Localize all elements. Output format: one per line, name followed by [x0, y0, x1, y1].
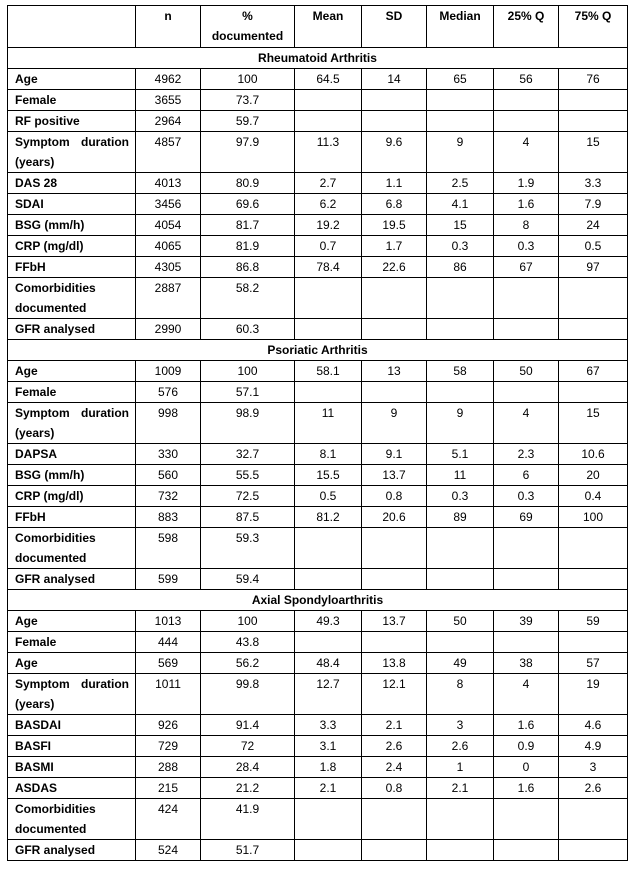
q75-cell — [559, 840, 628, 861]
table-row — [8, 674, 628, 715]
row-label: GFR analysed — [8, 840, 136, 861]
median-cell: 3 — [427, 715, 494, 736]
q25-cell: 56 — [494, 69, 559, 90]
row-label: Comorbidities documented — [8, 799, 136, 840]
row-label: Comorbidities documented — [8, 278, 136, 319]
q25-cell: 38 — [494, 653, 559, 674]
median-cell: 86 — [427, 257, 494, 278]
header-sd: SD — [362, 6, 427, 48]
table-row — [8, 111, 628, 132]
sd-cell — [362, 319, 427, 340]
q25-cell: 6 — [494, 465, 559, 486]
sd-cell: 2.4 — [362, 757, 427, 778]
row-label: Symptom duration (years) — [8, 674, 136, 715]
mean-cell: 12.7 — [295, 674, 362, 715]
section-title: Rheumatoid Arthritis — [8, 48, 628, 69]
q25-cell — [494, 111, 559, 132]
median-cell — [427, 90, 494, 111]
q75-cell: 67 — [559, 361, 628, 382]
q25-cell — [494, 382, 559, 403]
pct-cell: 80.9 — [201, 173, 295, 194]
n-cell: 576 — [136, 382, 201, 403]
mean-cell: 58.1 — [295, 361, 362, 382]
header-corner — [8, 6, 136, 48]
pct-cell: 72.5 — [201, 486, 295, 507]
pct-cell: 60.3 — [201, 319, 295, 340]
q75-cell: 20 — [559, 465, 628, 486]
row-label: Comorbidities documented — [8, 528, 136, 569]
q25-cell: 1.9 — [494, 173, 559, 194]
table-row — [8, 799, 628, 840]
q25-cell: 67 — [494, 257, 559, 278]
q25-cell: 69 — [494, 507, 559, 528]
mean-cell: 78.4 — [295, 257, 362, 278]
median-cell: 15 — [427, 215, 494, 236]
pct-cell: 59.7 — [201, 111, 295, 132]
row-label: Age — [8, 361, 136, 382]
pct-cell: 91.4 — [201, 715, 295, 736]
n-cell: 729 — [136, 736, 201, 757]
row-label: SDAI — [8, 194, 136, 215]
q25-cell — [494, 569, 559, 590]
pct-cell: 73.7 — [201, 90, 295, 111]
q75-cell — [559, 799, 628, 840]
n-cell: 926 — [136, 715, 201, 736]
table-row — [8, 715, 628, 736]
n-cell: 4013 — [136, 173, 201, 194]
mean-cell — [295, 569, 362, 590]
pct-cell: 58.2 — [201, 278, 295, 319]
sd-cell — [362, 90, 427, 111]
q25-cell — [494, 840, 559, 861]
median-cell: 49 — [427, 653, 494, 674]
n-cell: 4054 — [136, 215, 201, 236]
table-row — [8, 736, 628, 757]
q75-cell: 15 — [559, 132, 628, 173]
pct-cell: 100 — [201, 611, 295, 632]
header-n: n — [136, 6, 201, 48]
n-cell: 4962 — [136, 69, 201, 90]
q75-cell: 19 — [559, 674, 628, 715]
table-row — [8, 632, 628, 653]
mean-cell — [295, 528, 362, 569]
table-row — [8, 278, 628, 319]
mean-cell — [295, 799, 362, 840]
row-label: Symptom duration (years) — [8, 403, 136, 444]
median-cell — [427, 528, 494, 569]
table-row — [8, 757, 628, 778]
table-row — [8, 69, 628, 90]
row-label: Age — [8, 653, 136, 674]
q75-cell — [559, 319, 628, 340]
median-cell: 11 — [427, 465, 494, 486]
sd-cell — [362, 382, 427, 403]
row-label: FFbH — [8, 507, 136, 528]
q25-cell: 4 — [494, 674, 559, 715]
mean-cell: 6.2 — [295, 194, 362, 215]
sd-cell: 9 — [362, 403, 427, 444]
q75-cell: 76 — [559, 69, 628, 90]
pct-cell: 86.8 — [201, 257, 295, 278]
q75-cell — [559, 382, 628, 403]
q75-cell: 3.3 — [559, 173, 628, 194]
median-cell: 2.1 — [427, 778, 494, 799]
n-cell: 998 — [136, 403, 201, 444]
data-table — [7, 5, 628, 861]
median-cell — [427, 382, 494, 403]
n-cell: 569 — [136, 653, 201, 674]
pct-cell: 56.2 — [201, 653, 295, 674]
q25-cell — [494, 90, 559, 111]
row-label: Female — [8, 382, 136, 403]
q25-cell — [494, 799, 559, 840]
q25-cell: 50 — [494, 361, 559, 382]
pct-cell: 69.6 — [201, 194, 295, 215]
header-pct-documented: % documented — [201, 6, 295, 48]
median-cell: 0.3 — [427, 486, 494, 507]
median-cell — [427, 111, 494, 132]
pct-cell: 55.5 — [201, 465, 295, 486]
n-cell: 1011 — [136, 674, 201, 715]
row-label: FFbH — [8, 257, 136, 278]
q75-cell: 15 — [559, 403, 628, 444]
mean-cell: 0.5 — [295, 486, 362, 507]
n-cell: 598 — [136, 528, 201, 569]
n-cell: 215 — [136, 778, 201, 799]
n-cell: 3655 — [136, 90, 201, 111]
table-row — [8, 840, 628, 861]
mean-cell — [295, 319, 362, 340]
table-row — [8, 465, 628, 486]
q25-cell: 1.6 — [494, 194, 559, 215]
n-cell: 330 — [136, 444, 201, 465]
median-cell: 5.1 — [427, 444, 494, 465]
q75-cell: 0.4 — [559, 486, 628, 507]
n-cell: 2964 — [136, 111, 201, 132]
mean-cell — [295, 278, 362, 319]
median-cell: 4.1 — [427, 194, 494, 215]
mean-cell: 15.5 — [295, 465, 362, 486]
mean-cell: 1.8 — [295, 757, 362, 778]
median-cell: 50 — [427, 611, 494, 632]
n-cell: 732 — [136, 486, 201, 507]
pct-cell: 59.3 — [201, 528, 295, 569]
q75-cell: 7.9 — [559, 194, 628, 215]
pct-cell: 51.7 — [201, 840, 295, 861]
pct-cell: 57.1 — [201, 382, 295, 403]
sd-cell — [362, 278, 427, 319]
table-body — [8, 48, 628, 861]
pct-cell: 59.4 — [201, 569, 295, 590]
median-cell: 2.5 — [427, 173, 494, 194]
n-cell: 424 — [136, 799, 201, 840]
pct-cell: 32.7 — [201, 444, 295, 465]
q75-cell — [559, 528, 628, 569]
section-title: Axial Spondyloarthritis — [8, 590, 628, 611]
q25-cell: 8 — [494, 215, 559, 236]
pct-cell: 43.8 — [201, 632, 295, 653]
q25-cell — [494, 319, 559, 340]
table-row — [8, 569, 628, 590]
pct-cell: 21.2 — [201, 778, 295, 799]
table-row — [8, 528, 628, 569]
table-container — [7, 5, 628, 861]
sd-cell — [362, 528, 427, 569]
sd-cell: 13.7 — [362, 611, 427, 632]
q25-cell — [494, 528, 559, 569]
n-cell: 560 — [136, 465, 201, 486]
row-label: BASFI — [8, 736, 136, 757]
median-cell — [427, 840, 494, 861]
median-cell — [427, 799, 494, 840]
row-label: BASMI — [8, 757, 136, 778]
table-row — [8, 444, 628, 465]
q25-cell: 0.3 — [494, 486, 559, 507]
sd-cell: 20.6 — [362, 507, 427, 528]
pct-cell: 81.7 — [201, 215, 295, 236]
table-row — [8, 194, 628, 215]
row-label: Female — [8, 632, 136, 653]
n-cell: 444 — [136, 632, 201, 653]
median-cell — [427, 632, 494, 653]
mean-cell: 11 — [295, 403, 362, 444]
sd-cell: 6.8 — [362, 194, 427, 215]
mean-cell: 64.5 — [295, 69, 362, 90]
sd-cell: 1.1 — [362, 173, 427, 194]
table-row — [8, 611, 628, 632]
header-row — [8, 6, 628, 48]
header-mean: Mean — [295, 6, 362, 48]
section-header-row — [8, 48, 628, 69]
table-row — [8, 361, 628, 382]
q75-cell — [559, 569, 628, 590]
n-cell: 1009 — [136, 361, 201, 382]
sd-cell: 0.8 — [362, 778, 427, 799]
section-title: Psoriatic Arthritis — [8, 340, 628, 361]
sd-cell — [362, 569, 427, 590]
q75-cell — [559, 111, 628, 132]
table-row — [8, 382, 628, 403]
q25-cell: 0 — [494, 757, 559, 778]
q25-cell — [494, 632, 559, 653]
q25-cell — [494, 278, 559, 319]
sd-cell: 0.8 — [362, 486, 427, 507]
table-row — [8, 173, 628, 194]
sd-cell — [362, 111, 427, 132]
mean-cell: 3.3 — [295, 715, 362, 736]
mean-cell: 3.1 — [295, 736, 362, 757]
mean-cell: 11.3 — [295, 132, 362, 173]
q75-cell: 3 — [559, 757, 628, 778]
n-cell: 288 — [136, 757, 201, 778]
q75-cell: 4.9 — [559, 736, 628, 757]
sd-cell: 13.7 — [362, 465, 427, 486]
table-row — [8, 90, 628, 111]
row-label: GFR analysed — [8, 319, 136, 340]
q75-cell: 4.6 — [559, 715, 628, 736]
median-cell: 8 — [427, 674, 494, 715]
sd-cell — [362, 632, 427, 653]
median-cell: 1 — [427, 757, 494, 778]
n-cell: 4305 — [136, 257, 201, 278]
sd-cell: 19.5 — [362, 215, 427, 236]
q75-cell: 2.6 — [559, 778, 628, 799]
q75-cell: 97 — [559, 257, 628, 278]
q75-cell: 100 — [559, 507, 628, 528]
table-row — [8, 257, 628, 278]
row-label: BSG (mm/h) — [8, 465, 136, 486]
table-row — [8, 236, 628, 257]
mean-cell: 19.2 — [295, 215, 362, 236]
pct-cell: 28.4 — [201, 757, 295, 778]
row-label: CRP (mg/dl) — [8, 486, 136, 507]
row-label: BASDAI — [8, 715, 136, 736]
section-header-row — [8, 340, 628, 361]
q25-cell: 0.3 — [494, 236, 559, 257]
row-label: DAPSA — [8, 444, 136, 465]
median-cell: 65 — [427, 69, 494, 90]
sd-cell — [362, 840, 427, 861]
n-cell: 599 — [136, 569, 201, 590]
pct-cell: 100 — [201, 69, 295, 90]
section-header-row — [8, 590, 628, 611]
row-label: DAS 28 — [8, 173, 136, 194]
sd-cell: 12.1 — [362, 674, 427, 715]
q75-cell: 10.6 — [559, 444, 628, 465]
table-row — [8, 319, 628, 340]
q25-cell: 4 — [494, 132, 559, 173]
q25-cell: 2.3 — [494, 444, 559, 465]
n-cell: 4065 — [136, 236, 201, 257]
pct-cell: 97.9 — [201, 132, 295, 173]
q75-cell: 24 — [559, 215, 628, 236]
median-cell: 89 — [427, 507, 494, 528]
table-row — [8, 215, 628, 236]
sd-cell: 13 — [362, 361, 427, 382]
mean-cell — [295, 90, 362, 111]
sd-cell: 9.1 — [362, 444, 427, 465]
table-row — [8, 507, 628, 528]
median-cell: 9 — [427, 132, 494, 173]
table-row — [8, 486, 628, 507]
table-row — [8, 778, 628, 799]
q75-cell — [559, 278, 628, 319]
median-cell — [427, 569, 494, 590]
q75-cell: 59 — [559, 611, 628, 632]
q75-cell — [559, 632, 628, 653]
sd-cell: 2.6 — [362, 736, 427, 757]
pct-cell: 98.9 — [201, 403, 295, 444]
q75-cell — [559, 90, 628, 111]
mean-cell — [295, 840, 362, 861]
median-cell: 0.3 — [427, 236, 494, 257]
median-cell — [427, 278, 494, 319]
n-cell: 2990 — [136, 319, 201, 340]
median-cell — [427, 319, 494, 340]
sd-cell: 13.8 — [362, 653, 427, 674]
q25-cell: 4 — [494, 403, 559, 444]
n-cell: 883 — [136, 507, 201, 528]
row-label: ASDAS — [8, 778, 136, 799]
n-cell: 3456 — [136, 194, 201, 215]
pct-cell: 99.8 — [201, 674, 295, 715]
pct-cell: 41.9 — [201, 799, 295, 840]
pct-cell: 81.9 — [201, 236, 295, 257]
mean-cell: 81.2 — [295, 507, 362, 528]
pct-cell: 100 — [201, 361, 295, 382]
n-cell: 2887 — [136, 278, 201, 319]
mean-cell: 2.1 — [295, 778, 362, 799]
row-label: RF positive — [8, 111, 136, 132]
pct-cell: 87.5 — [201, 507, 295, 528]
q25-cell: 0.9 — [494, 736, 559, 757]
q75-cell: 0.5 — [559, 236, 628, 257]
pct-cell: 72 — [201, 736, 295, 757]
header-q75: 75% Q — [559, 6, 628, 48]
mean-cell — [295, 632, 362, 653]
median-cell: 2.6 — [427, 736, 494, 757]
q25-cell: 39 — [494, 611, 559, 632]
q25-cell: 1.6 — [494, 715, 559, 736]
table-row — [8, 403, 628, 444]
mean-cell: 49.3 — [295, 611, 362, 632]
n-cell: 1013 — [136, 611, 201, 632]
row-label: Female — [8, 90, 136, 111]
sd-cell: 14 — [362, 69, 427, 90]
sd-cell: 9.6 — [362, 132, 427, 173]
row-label: Age — [8, 69, 136, 90]
mean-cell: 0.7 — [295, 236, 362, 257]
row-label: CRP (mg/dl) — [8, 236, 136, 257]
q75-cell: 57 — [559, 653, 628, 674]
sd-cell: 1.7 — [362, 236, 427, 257]
median-cell: 9 — [427, 403, 494, 444]
table-row — [8, 653, 628, 674]
table-row — [8, 132, 628, 173]
mean-cell — [295, 111, 362, 132]
header-q25: 25% Q — [494, 6, 559, 48]
row-label: Symptom duration (years) — [8, 132, 136, 173]
n-cell: 4857 — [136, 132, 201, 173]
header-median: Median — [427, 6, 494, 48]
row-label: Age — [8, 611, 136, 632]
row-label: BSG (mm/h) — [8, 215, 136, 236]
q25-cell: 1.6 — [494, 778, 559, 799]
sd-cell: 22.6 — [362, 257, 427, 278]
mean-cell: 8.1 — [295, 444, 362, 465]
mean-cell — [295, 382, 362, 403]
sd-cell: 2.1 — [362, 715, 427, 736]
mean-cell: 48.4 — [295, 653, 362, 674]
n-cell: 524 — [136, 840, 201, 861]
row-label: GFR analysed — [8, 569, 136, 590]
median-cell: 58 — [427, 361, 494, 382]
sd-cell — [362, 799, 427, 840]
mean-cell: 2.7 — [295, 173, 362, 194]
